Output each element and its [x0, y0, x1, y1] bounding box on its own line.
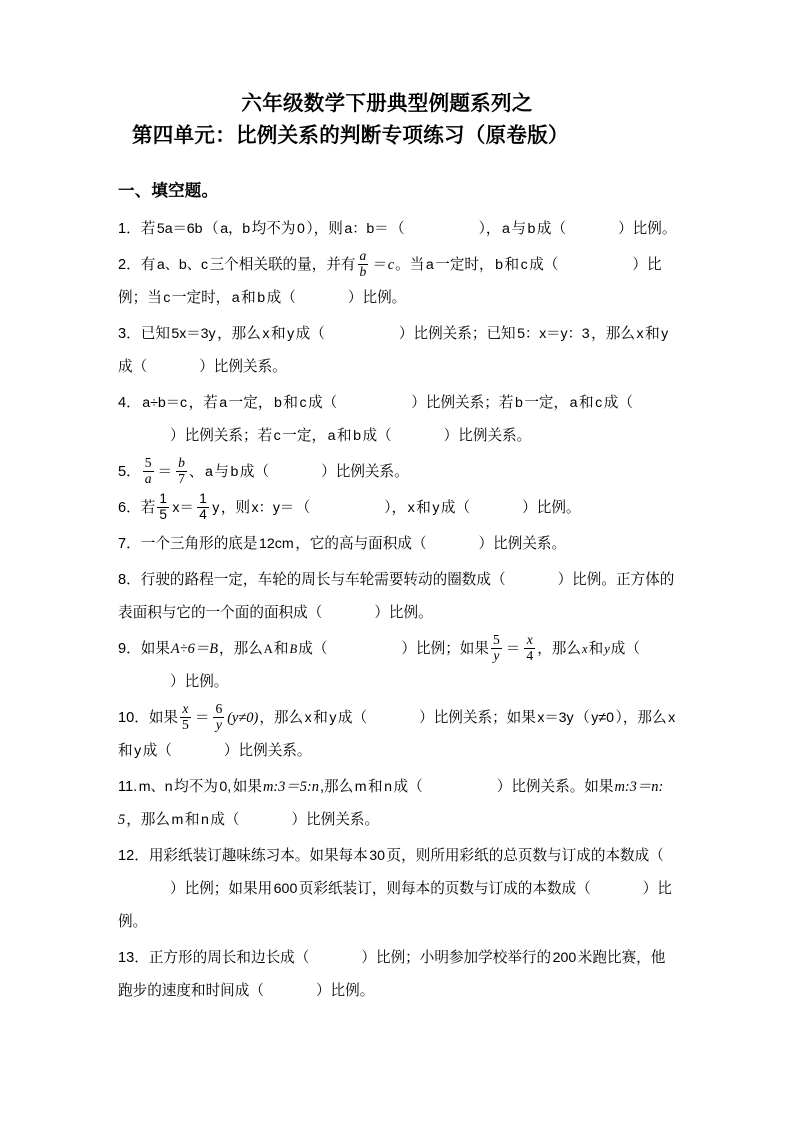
inline-latin: 5a＝6b — [156, 221, 203, 237]
document-title — [118, 88, 678, 152]
question-text: 和 — [416, 500, 431, 517]
question-item — [118, 633, 678, 699]
question-text: ）， — [478, 221, 501, 237]
question-text: 和 — [270, 326, 286, 343]
answer-blank[interactable] — [325, 318, 399, 351]
inline-latin: 12cm — [258, 536, 294, 553]
inline-latin: a — [569, 395, 578, 412]
question-text: 如果 — [140, 641, 170, 658]
inline-latin: c — [299, 395, 307, 412]
question-text: 若 — [140, 221, 156, 237]
question-number: 9． — [118, 641, 141, 658]
inline-math-italic: B — [289, 642, 298, 657]
inline-latin: n — [200, 812, 209, 829]
question-text: 和 — [368, 779, 383, 796]
fraction: $\frac{5}{y}$ — [493, 632, 500, 664]
inline-latin: b — [230, 464, 239, 481]
inline-math-italic: x — [582, 642, 588, 657]
question-text: 成（ — [298, 641, 328, 658]
question-item — [118, 456, 678, 489]
question-text: （ — [389, 221, 405, 237]
inline-latin: x — [262, 326, 270, 343]
question-text: 和 — [313, 710, 328, 727]
question-text: ，那么 — [219, 641, 263, 658]
question-item — [118, 840, 678, 939]
question-text: 均不为 — [174, 779, 218, 796]
question-text: 成（ — [362, 428, 392, 445]
answer-blank[interactable] — [427, 528, 479, 561]
question-number: 7． — [118, 536, 141, 553]
question-text: 成（ — [440, 500, 471, 517]
answer-blank[interactable] — [506, 564, 558, 597]
equals-sign: ＝ — [505, 641, 521, 658]
question-text: 与 — [214, 464, 230, 481]
equals-sign: ＝ — [194, 710, 210, 727]
fraction: $\frac{6}{y}$ — [215, 701, 223, 733]
question-text: 行驶的路程一定，车轮的周长与车轮需要转动的圈数成（ — [140, 572, 506, 589]
question-text: ）比例。 — [347, 290, 407, 307]
question-item — [118, 702, 678, 768]
question-text: 页，则所用彩纸的总页数与订成的本数成（ — [386, 848, 664, 865]
answer-blank[interactable] — [118, 666, 170, 699]
question-text: ）比例。 — [522, 500, 581, 517]
inline-latin: 30 — [369, 848, 386, 865]
question-text: 成（ — [393, 779, 423, 796]
question-item — [118, 771, 678, 837]
answer-blank[interactable] — [392, 420, 444, 453]
inline-latin: b — [514, 395, 523, 412]
inline-latin: b — [273, 395, 282, 412]
question-text: 成（ — [295, 326, 325, 343]
question-text: ）比例关系；若 — [411, 395, 514, 412]
inline-latin: x — [407, 500, 415, 517]
question-text: （ — [575, 710, 590, 727]
question-number: 10． — [118, 710, 149, 727]
answer-blank[interactable] — [367, 702, 419, 735]
inline-latin: b — [353, 428, 361, 445]
inline-latin: n — [384, 779, 393, 796]
inline-latin: x＝ — [172, 500, 194, 517]
answer-blank[interactable] — [470, 492, 522, 525]
question-text: ）比例关系。 — [321, 464, 409, 481]
question-item — [118, 564, 678, 630]
question-text: 成（ — [308, 395, 338, 412]
question-text: ）比例。 — [170, 674, 229, 691]
question-text: 若 — [140, 500, 156, 517]
question-text: ），那么 — [615, 710, 667, 727]
inline-math: c — [387, 257, 395, 274]
question-text: ）比例。 — [618, 221, 677, 237]
inline-latin: y — [134, 743, 142, 760]
question-text: ，那么 — [126, 812, 170, 829]
answer-blank[interactable] — [269, 456, 321, 489]
question-text: ），则 — [306, 221, 343, 237]
title-line-2: 第四单元：比例关系的判断专项练习（原卷版） — [132, 124, 569, 147]
question-text: 页彩纸装订，则每本的页数与订成的本数成（ — [298, 881, 591, 898]
answer-blank[interactable] — [591, 873, 643, 906]
question-text: ）比例关系。 — [291, 812, 380, 829]
question-text: ）， — [384, 500, 407, 517]
question-text: ，若 — [188, 395, 218, 412]
question-text: ）比例关系；若 — [170, 428, 273, 445]
answer-blank[interactable] — [558, 249, 632, 282]
question-text: ，那么 — [591, 326, 635, 343]
question-number: 3． — [118, 326, 141, 343]
question-text: 一定， — [524, 395, 569, 412]
question-text: ）比例关系；如果 — [419, 710, 536, 727]
question-number: 8． — [118, 572, 141, 589]
answer-blank[interactable] — [118, 873, 170, 906]
inline-latin: x — [304, 710, 312, 727]
equals-sign: ＝ — [157, 464, 173, 481]
inline-latin: a，b — [220, 221, 251, 237]
question-text: 如果 — [148, 710, 179, 727]
question-text: 一定， — [228, 395, 273, 412]
question-text: 成（ — [142, 743, 172, 760]
question-text: 如果 — [232, 779, 262, 796]
question-text: 正方形的周长和边长成（ — [148, 950, 310, 967]
inline-latin: a、b、c — [156, 257, 209, 274]
question-text: ）比例。正方体的表面积与它的一个面的面积成（ — [118, 572, 675, 622]
inline-latin: a — [205, 464, 213, 481]
question-text: （ — [295, 500, 311, 517]
question-item — [118, 213, 678, 246]
inline-latin: a — [219, 395, 228, 412]
inline-math-upright: A — [263, 642, 273, 657]
answer-blank[interactable] — [322, 597, 374, 630]
inline-latin: a — [501, 221, 510, 237]
question-text: 和 — [184, 812, 200, 829]
question-text: 成（ — [603, 395, 633, 412]
question-text: ）比例；小明参加学校举行的 — [361, 950, 552, 967]
answer-blank[interactable] — [309, 942, 361, 975]
fraction: $\frac{a}{b}$ — [359, 248, 367, 280]
question-number: 4． — [118, 395, 141, 412]
question-text: 一定时， — [435, 257, 494, 274]
question-text: 一定， — [282, 428, 327, 445]
answer-blank[interactable] — [118, 420, 170, 453]
fraction: $\frac{b}{7}$ — [178, 455, 185, 487]
inline-latin: b — [495, 257, 503, 274]
question-number: 11. — [118, 779, 138, 796]
question-text: 与 — [511, 221, 526, 237]
question-text: ，那么 — [537, 641, 581, 658]
section-heading-fill-in-blank: 一、填空题。 — [118, 182, 219, 200]
question-text: 。当 — [395, 257, 425, 274]
answer-blank[interactable] — [423, 771, 497, 804]
question-text: 和 — [579, 395, 594, 412]
inline-latin: b — [257, 290, 266, 307]
inline-latin: y≠0 — [591, 710, 615, 727]
answer-blank[interactable] — [172, 735, 224, 768]
inline-latin: a — [231, 290, 240, 307]
inline-latin: c — [273, 428, 281, 445]
question-text: 有 — [140, 257, 156, 274]
fraction: $\frac{x}{4}$ — [526, 632, 534, 664]
question-text: 一定时， — [171, 290, 231, 307]
question-text: 成（ — [610, 641, 640, 658]
question-text: ，那么 — [217, 326, 261, 343]
inline-latin: y — [287, 326, 295, 343]
question-text: ,那么 — [319, 779, 354, 796]
question-number: 13． — [118, 950, 149, 967]
question-text: 三个相关联的量，并有 — [209, 257, 356, 274]
inline-math: m:3＝n:5 — [118, 779, 664, 829]
fraction: $\frac{5}{a}$ — [144, 455, 152, 487]
inline-math: m:3＝5:n — [262, 779, 319, 796]
question-text: ）比例关系。如果 — [496, 779, 614, 796]
question-text: 成（ — [266, 290, 296, 307]
answer-blank[interactable] — [337, 387, 411, 420]
question-text: ）比例关系。 — [478, 536, 567, 553]
question-number: 2． — [118, 257, 141, 274]
question-text: 成（ — [239, 464, 270, 481]
inline-latin: a — [327, 428, 336, 445]
question-list — [118, 213, 678, 1008]
inline-latin: x — [636, 326, 644, 343]
question-number: 1． — [118, 221, 141, 237]
question-text: 均不为 — [251, 221, 296, 237]
inline-latin: 5x＝3y — [171, 326, 216, 343]
inline-latin: x＝3y — [537, 710, 574, 727]
question-text: 成（ — [210, 812, 240, 829]
question-text: 成（ — [337, 710, 368, 727]
question-text: 用彩纸装订趣味练习本。如果每本 — [148, 848, 368, 865]
question-text: 和 — [283, 395, 298, 412]
question-number: 12． — [118, 848, 149, 865]
fraction: $\frac{x}{5}$ — [182, 701, 189, 733]
inline-math: A÷6＝B — [170, 641, 218, 658]
inline-latin: y — [432, 500, 440, 517]
inline-latin: y — [329, 710, 337, 727]
question-text: 和 — [273, 641, 289, 658]
inline-latin: y — [212, 500, 220, 517]
question-text: 和 — [118, 743, 133, 760]
question-text: 和 — [336, 428, 352, 445]
inline-latin: a：b＝ — [344, 221, 389, 237]
answer-blank[interactable] — [296, 282, 348, 315]
answer-blank[interactable] — [566, 213, 618, 246]
question-item — [118, 318, 678, 384]
question-text: ，那么 — [259, 710, 304, 727]
answer-blank[interactable] — [310, 492, 384, 525]
answer-blank[interactable] — [264, 975, 316, 1008]
inline-latin: c — [595, 395, 603, 412]
question-text: 成（ — [536, 221, 567, 237]
question-text: ）比例关系。 — [223, 743, 312, 760]
inline-latin: x：y＝ — [251, 500, 295, 517]
inline-latin: m、n — [138, 779, 173, 796]
question-text: 和 — [241, 290, 256, 307]
question-text: （ — [204, 221, 219, 237]
question-text: ）比例。 — [315, 983, 375, 1000]
question-item — [118, 942, 678, 1008]
question-text: 成（ — [118, 359, 148, 376]
inline-math-italic: y — [604, 642, 610, 657]
inline-latin: b — [527, 221, 536, 237]
question-text: ）比例关系；已知 — [398, 326, 516, 343]
question-text: 一个三角形的底是 — [140, 536, 258, 553]
inline-latin: y — [661, 326, 669, 343]
page-content — [118, 88, 678, 1011]
question-text: ）比例；如果用 — [170, 881, 273, 898]
question-text: 和 — [504, 257, 520, 274]
inline-latin: 0 — [296, 221, 305, 237]
answer-blank[interactable] — [405, 213, 479, 246]
question-text: 和 — [645, 326, 660, 343]
inline-latin: 600 — [273, 881, 298, 898]
inline-latin: c — [520, 257, 528, 274]
fraction: $\frac{1}{5}$ — [159, 491, 167, 523]
question-item — [118, 528, 678, 561]
question-text: ）比例；当 — [118, 257, 662, 307]
math-condition: (y≠0) — [227, 710, 259, 727]
inline-latin: m — [171, 812, 184, 829]
inline-latin: m — [354, 779, 367, 796]
inline-latin: x — [668, 710, 676, 727]
inline-latin: 0, — [219, 779, 232, 796]
question-text: 和 — [588, 641, 604, 658]
question-text: 米跑比赛，他跑步的速度和时间成（ — [118, 950, 666, 1000]
question-text: ，则 — [220, 500, 251, 517]
answer-blank[interactable] — [147, 351, 199, 384]
question-text: ，它的高与面积成（ — [295, 536, 427, 553]
question-number: 5． — [118, 464, 141, 481]
inline-latin: 5：x＝y：3 — [517, 326, 590, 343]
question-text: 已知 — [140, 326, 170, 343]
question-number: 6． — [118, 500, 141, 517]
question-text: ）比例关系。 — [199, 359, 287, 376]
inline-latin: 200 — [552, 950, 577, 967]
question-text: ）比例。 — [374, 605, 433, 622]
title-line-1: 六年级数学下册典型例题系列之 — [241, 92, 533, 115]
question-text: ）比例。 — [118, 881, 672, 931]
question-text: ）比例；如果 — [401, 641, 489, 658]
answer-blank[interactable] — [327, 633, 401, 666]
question-text: ）比例关系。 — [443, 428, 532, 445]
inline-latin: a÷b＝c — [142, 395, 188, 412]
fraction: $\frac{1}{4}$ — [199, 491, 207, 523]
inline-latin: a — [425, 257, 434, 274]
question-item — [118, 249, 678, 315]
equals-sign: ＝ — [371, 257, 386, 274]
answer-blank[interactable] — [240, 804, 292, 837]
question-text: 、 — [188, 464, 204, 481]
question-item — [118, 387, 678, 453]
question-text: 成（ — [529, 257, 559, 274]
question-item — [118, 492, 678, 525]
inline-latin: c — [163, 290, 171, 307]
